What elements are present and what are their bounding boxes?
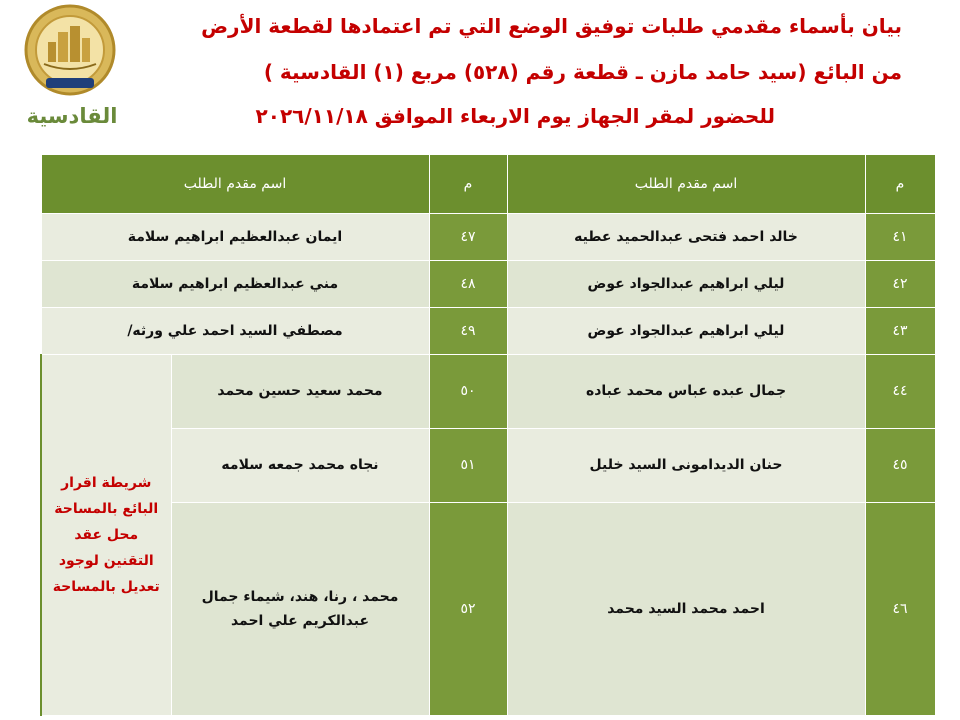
ministry-logo (10, 2, 130, 98)
condition-note: شريطة اقرار البائع بالمساحة محل عقد التقنين لوجود تعديل بالمساحة (41, 354, 171, 715)
row-number: ٤٨ (429, 260, 507, 307)
row-number: ٤٤ (865, 354, 935, 428)
row-number: ٤٧ (429, 214, 507, 261)
applicant-name: ايمان عبدالعظيم ابراهيم سلامة (41, 214, 429, 261)
applicant-name: ليلي ابراهيم عبدالجواد عوض (507, 260, 865, 307)
applicant-name: مني عبدالعظيم ابراهيم سلامة (41, 260, 429, 307)
applicant-name: محمد ، رنا، هند، شيماء جمال عبدالكريم علي احمد (171, 502, 429, 715)
row-number: ٤٢ (865, 260, 935, 307)
applicant-name: نجاه محمد جمعه سلامه (171, 428, 429, 502)
table-row (41, 428, 935, 502)
header-line-1: بيان بأسماء مقدمي طلبات توفيق الوضع التي تم اعتمادها لقطعة الأرض (201, 14, 902, 38)
row-number: ٤٣ (865, 307, 935, 354)
applicant-name: خالد احمد فتحى عبدالحميد عطيه (507, 214, 865, 261)
table-row (41, 260, 935, 307)
header-line-2: من البائع (سيد حامد مازن ـ قطعة رقم (٥٢٨) مربع (١) القادسية ) (263, 60, 902, 84)
header-num-a: م (865, 155, 935, 214)
logo-caption: القادسية (26, 104, 118, 128)
applicant-name: حنان الديدامونى السيد خليل (507, 428, 865, 502)
applicants-table (40, 154, 936, 716)
row-number: ٤١ (865, 214, 935, 261)
header-name-a: اسم مقدم الطلب (507, 155, 865, 214)
applicant-name: مصطفي السيد احمد علي ورثه/ (41, 307, 429, 354)
row-number: ٤٦ (865, 502, 935, 715)
row-number: ٥١ (429, 428, 507, 502)
applicant-name: احمد محمد السيد محمد (507, 502, 865, 715)
row-number: ٥٢ (429, 502, 507, 715)
row-number: ٤٩ (429, 307, 507, 354)
applicant-name: محمد سعيد حسين محمد (171, 354, 429, 428)
table-row (41, 214, 935, 261)
table-row (41, 354, 935, 428)
applicant-name: ليلي ابراهيم عبدالجواد عوض (507, 307, 865, 354)
table-row (41, 307, 935, 354)
header-line-3: للحضور لمقر الجهاز يوم الاربعاء الموافق ٢٠٢٦/١١/١٨ (255, 104, 775, 128)
row-number: ٥٠ (429, 354, 507, 428)
row-number: ٤٥ (865, 428, 935, 502)
table-header-row (41, 155, 935, 214)
header-name-b: اسم مقدم الطلب (41, 155, 429, 214)
applicant-name: جمال عبده عباس محمد عباده (507, 354, 865, 428)
header-num-b: م (429, 155, 507, 214)
table-row (41, 502, 935, 715)
